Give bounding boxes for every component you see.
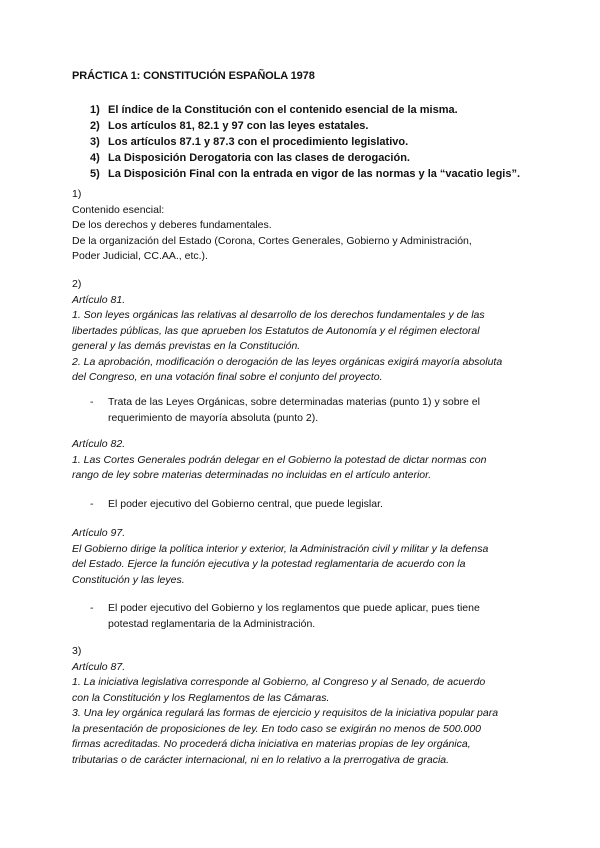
article-line: la presentación de proposiciones de ley. En todo caso se exigirán no menos de 500.000 [72, 722, 481, 735]
question-number: 4) [90, 152, 100, 164]
article-heading: Artículo 81. [72, 293, 126, 306]
article-line: del Estado. Ejerce la función ejecutiva y la potestad reglamentaria de acuerdo con la [72, 558, 466, 570]
section-number: 2) [72, 278, 82, 290]
article-97 [72, 526, 532, 588]
question-item [90, 134, 520, 150]
questions-list [90, 102, 520, 182]
dash-marker: - [90, 602, 94, 614]
article-line: 1. Las Cortes Generales podrán delegar en el Gobierno la potestad de dictar normas con [72, 453, 487, 466]
section-2 [72, 277, 532, 386]
article-line: firmas acreditadas. No procederá dicha iniciativa en materias propias de ley orgánica, [72, 738, 471, 750]
article-82 [72, 437, 532, 484]
article-line: 1. Son leyes orgánicas las relativas al desarrollo de los derechos fundamentales y de las [72, 309, 485, 321]
question-text: La Disposición Derogatoria con las clases de derogación. [108, 152, 410, 164]
article-line: rango de ley sobre materias determinadas no incluidas en el artículo anterior. [72, 469, 432, 481]
question-text: El índice de la Constitución con el contenido esencial de la misma. [108, 104, 458, 116]
article-heading: Artículo 87. [72, 660, 126, 673]
section-1 [72, 187, 532, 265]
question-item [90, 102, 520, 118]
article-line: 2. La aprobación, modificación o derogación de las leyes orgánicas exigirá mayoría absoluta [72, 355, 503, 368]
text-line: Poder Judicial, CC.AA., etc.). [72, 250, 208, 262]
comment-line: requerimiento de mayoría absoluta (punto 2). [108, 412, 319, 424]
comment-bullet [90, 394, 500, 426]
question-number: 2) [90, 120, 100, 132]
text-line: De los derechos y deberes fundamentales. [72, 219, 272, 231]
article-line: El Gobierno dirige la política interior y exterior, la Administración civil y militar y la defensa [72, 542, 489, 555]
article-line: con la Constitución y los Reglamentos de las Cámaras. [72, 691, 330, 704]
comment-line: El poder ejecutivo del Gobierno y los reglamentos que puede aplicar, pues tiene [108, 602, 480, 614]
question-item [90, 118, 520, 134]
question-number: 5) [90, 168, 100, 180]
question-text: La Disposición Final con la entrada en vigor de las normas y la “vacatio legis”. [108, 168, 521, 180]
article-heading: Artículo 97. [72, 527, 126, 539]
section-number: 3) [72, 645, 82, 657]
article-line: libertades públicas, las que aprueben los Estatutos de Autonomía y el régimen electoral [72, 324, 480, 337]
article-line: general y las demás previstas en la Constitución. [72, 340, 301, 352]
section-number: 1) [72, 188, 82, 200]
comment-line: El poder ejecutivo del Gobierno central, que puede legislar. [108, 498, 383, 510]
article-line: 3. Una ley orgánica regulará las formas de ejercicio y requisitos de la iniciativa popular para [72, 707, 499, 719]
question-number: 1) [90, 104, 100, 116]
text-line: Contenido esencial: [72, 203, 165, 216]
comment-line: potestad reglamentaria de la Administración. [108, 618, 316, 630]
comment-bullet [90, 496, 500, 512]
article-heading: Artículo 82. [72, 438, 126, 450]
comment-bullet [90, 600, 500, 632]
question-number: 3) [90, 136, 100, 148]
text-line: De la organización del Estado (Corona, Cortes Generales, Gobierno y Administración, [72, 234, 472, 247]
article-line: 1. La iniciativa legislativa corresponde al Gobierno, al Congreso y al Senado, de acuerdo [72, 676, 486, 688]
question-text: Los artículos 81, 82.1 y 97 con las leyes estatales. [108, 120, 369, 132]
question-item [90, 150, 520, 166]
article-line: Constitución y las leyes. [72, 573, 185, 586]
dash-marker: - [90, 498, 94, 510]
article-line: del Congreso, en una votación final sobre el conjunto del proyecto. [72, 371, 383, 383]
section-3 [72, 644, 532, 768]
dash-marker: - [90, 396, 94, 408]
question-text: Los artículos 87.1 y 87.3 con el procedimiento legislativo. [108, 136, 409, 148]
question-item [90, 166, 520, 182]
comment-line: Trata de las Leyes Orgánicas, sobre determinadas materias (punto 1) y sobre el [108, 396, 480, 408]
article-line: tributarias o de carácter internacional, ni en lo relativo a la prerrogativa de gracia. [72, 753, 450, 766]
document-title: PRÁCTICA 1: CONSTITUCIÓN ESPAÑOLA 1978 [72, 70, 315, 82]
